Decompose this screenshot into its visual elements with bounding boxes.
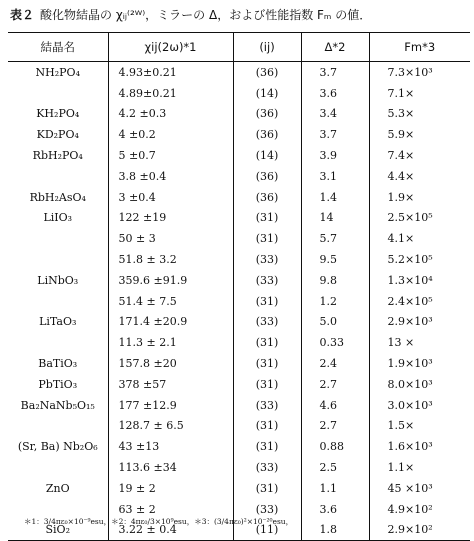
cell-crystal: PbTiO₃ bbox=[38, 377, 78, 391]
cell-chi: 51.4 ± 7.5 bbox=[108, 291, 233, 312]
table-body bbox=[8, 62, 470, 541]
cell-ij: (36) bbox=[233, 187, 301, 208]
cell-fm: 4.1× bbox=[369, 228, 470, 249]
cell-crystal bbox=[8, 228, 108, 249]
header-row bbox=[8, 33, 470, 62]
header-ij: (ij) bbox=[233, 33, 301, 62]
cell-crystal bbox=[8, 457, 108, 478]
cell-delta: 1.8 bbox=[301, 520, 369, 541]
cell-delta: 3.9 bbox=[301, 145, 369, 166]
cell-delta: 3.1 bbox=[301, 166, 369, 187]
cell-delta: 3.6 bbox=[301, 499, 369, 520]
cell-crystal: Ba₂NaNb₅O₁₅ bbox=[20, 398, 95, 412]
cell-chi: 4.2 ±0.3 bbox=[108, 104, 233, 125]
cell-delta: 2.7 bbox=[301, 416, 369, 437]
cell-chi: 113.6 ±34 bbox=[108, 457, 233, 478]
cell-crystal: ZnO bbox=[45, 481, 70, 495]
cell-delta: 2.5 bbox=[301, 457, 369, 478]
cell-fm: 7.3×10³ bbox=[369, 62, 470, 83]
cell-chi: 3 ±0.4 bbox=[108, 187, 233, 208]
cell-fm: 5.3× bbox=[369, 104, 470, 125]
cell-delta: 1.4 bbox=[301, 187, 369, 208]
cell-delta: 3.7 bbox=[301, 124, 369, 145]
cell-fm: 5.9× bbox=[369, 124, 470, 145]
table-row bbox=[8, 312, 470, 333]
cell-chi: 43 ±13 bbox=[108, 436, 233, 457]
table-row bbox=[8, 395, 470, 416]
cell-chi: 4 ±0.2 bbox=[108, 124, 233, 145]
table-number: 表２ bbox=[10, 8, 35, 22]
data-table bbox=[8, 32, 470, 541]
cell-delta: 5.0 bbox=[301, 312, 369, 333]
cell-fm: 5.2×10⁵ bbox=[369, 249, 470, 270]
cell-delta: 3.7 bbox=[301, 62, 369, 83]
cell-chi: 4.89±0.21 bbox=[108, 83, 233, 104]
cell-fm: 4.9×10² bbox=[369, 499, 470, 520]
cell-fm: 7.4× bbox=[369, 145, 470, 166]
cell-ij: (31) bbox=[233, 208, 301, 229]
cell-ij: (36) bbox=[233, 166, 301, 187]
cell-ij: (31) bbox=[233, 228, 301, 249]
table-row bbox=[8, 270, 470, 291]
cell-ij: (31) bbox=[233, 478, 301, 499]
cell-crystal bbox=[8, 332, 108, 353]
header-chi: χij(2ω)*1 bbox=[108, 33, 233, 62]
cell-crystal bbox=[8, 416, 108, 437]
cell-crystal: SiO₂ bbox=[45, 523, 70, 537]
cell-fm: 1.5× bbox=[369, 416, 470, 437]
header-delta: Δ*2 bbox=[301, 33, 369, 62]
cell-chi: 157.8 ±20 bbox=[108, 353, 233, 374]
cell-chi: 11.3 ± 2.1 bbox=[108, 332, 233, 353]
cell-fm: 3.0×10³ bbox=[369, 395, 470, 416]
cell-ij: (31) bbox=[233, 374, 301, 395]
cell-delta: 1.1 bbox=[301, 478, 369, 499]
cell-fm: 1.9×10³ bbox=[369, 353, 470, 374]
cell-chi: 128.7 ± 6.5 bbox=[108, 416, 233, 437]
cell-chi: 4.93±0.21 bbox=[108, 62, 233, 83]
cell-delta: 5.7 bbox=[301, 228, 369, 249]
cell-crystal bbox=[8, 83, 108, 104]
cell-fm: 2.5×10⁵ bbox=[369, 208, 470, 229]
cell-fm: 7.1× bbox=[369, 83, 470, 104]
cell-crystal: RbH₂AsO₄ bbox=[29, 190, 86, 204]
cell-fm: 45 ×10³ bbox=[369, 478, 470, 499]
cell-ij: (31) bbox=[233, 291, 301, 312]
cell-fm: 1.1× bbox=[369, 457, 470, 478]
cell-ij: (11) bbox=[233, 520, 301, 541]
cell-fm: 1.9× bbox=[369, 187, 470, 208]
cell-ij: (33) bbox=[233, 270, 301, 291]
table-row bbox=[8, 249, 470, 270]
cell-chi: 51.8 ± 3.2 bbox=[108, 249, 233, 270]
cell-crystal: (Sr, Ba) Nb₂O₆ bbox=[17, 440, 98, 454]
cell-chi: 122 ±19 bbox=[108, 208, 233, 229]
cell-delta: 0.88 bbox=[301, 436, 369, 457]
cell-ij: (33) bbox=[233, 457, 301, 478]
cell-chi: 50 ± 3 bbox=[108, 228, 233, 249]
table-row bbox=[8, 166, 470, 187]
cell-delta: 1.2 bbox=[301, 291, 369, 312]
cell-fm: 13 × bbox=[369, 332, 470, 353]
table-row bbox=[8, 416, 470, 437]
footnote: ＊1：3/4πε₀×10⁻⁹esu，＊2：4πε₀/3×10⁹esu，＊3：(3/4πε₀)²×10⁻²⁰esu， bbox=[24, 517, 294, 526]
cell-delta: 4.6 bbox=[301, 395, 369, 416]
table-row bbox=[8, 353, 470, 374]
table-row bbox=[8, 104, 470, 125]
cell-ij: (31) bbox=[233, 436, 301, 457]
cell-ij: (14) bbox=[233, 145, 301, 166]
cell-crystal: LiIO₃ bbox=[43, 211, 73, 225]
cell-chi: 3.8 ±0.4 bbox=[108, 166, 233, 187]
cell-ij: (36) bbox=[233, 124, 301, 145]
cell-crystal: RbH₂PO₄ bbox=[32, 149, 83, 163]
cell-crystal bbox=[8, 166, 108, 187]
cell-ij: (31) bbox=[233, 332, 301, 353]
cell-delta: 14 bbox=[301, 208, 369, 229]
cell-chi: 5 ±0.7 bbox=[108, 145, 233, 166]
cell-crystal: NH₂PO₄ bbox=[35, 65, 80, 79]
table-row bbox=[8, 187, 470, 208]
table-row bbox=[8, 124, 470, 145]
cell-chi: 3.22 ± 0.4 bbox=[108, 520, 233, 541]
cell-chi: 177 ±12.9 bbox=[108, 395, 233, 416]
cell-delta: 0.33 bbox=[301, 332, 369, 353]
cell-crystal bbox=[8, 291, 108, 312]
table-row bbox=[8, 478, 470, 499]
cell-ij: (33) bbox=[233, 249, 301, 270]
cell-fm: 8.0×10³ bbox=[369, 374, 470, 395]
cell-delta: 9.8 bbox=[301, 270, 369, 291]
cell-crystal: KD₂PO₄ bbox=[36, 128, 79, 142]
table-row bbox=[8, 83, 470, 104]
cell-fm: 4.4× bbox=[369, 166, 470, 187]
table-row bbox=[8, 208, 470, 229]
cell-crystal: LiNbO₃ bbox=[37, 273, 79, 287]
cell-ij: (33) bbox=[233, 312, 301, 333]
cell-ij: (31) bbox=[233, 353, 301, 374]
cell-fm: 2.9×10² bbox=[369, 520, 470, 541]
cell-chi: 19 ± 2 bbox=[108, 478, 233, 499]
cell-fm: 2.9×10³ bbox=[369, 312, 470, 333]
header-crystal: 結晶名 bbox=[8, 33, 108, 62]
cell-chi: 171.4 ±20.9 bbox=[108, 312, 233, 333]
cell-chi: 378 ±57 bbox=[108, 374, 233, 395]
table-row bbox=[8, 291, 470, 312]
table-caption bbox=[10, 8, 470, 22]
cell-fm: 2.4×10⁵ bbox=[369, 291, 470, 312]
cell-crystal: LiTaO₃ bbox=[39, 315, 77, 329]
cell-chi: 359.6 ±91.9 bbox=[108, 270, 233, 291]
cell-ij: (36) bbox=[233, 62, 301, 83]
cell-crystal bbox=[8, 249, 108, 270]
cell-delta: 3.6 bbox=[301, 83, 369, 104]
cell-crystal: BaTiO₃ bbox=[38, 357, 78, 371]
cell-chi: 63 ± 2 bbox=[108, 499, 233, 520]
cell-delta: 2.7 bbox=[301, 374, 369, 395]
cell-fm: 1.6×10³ bbox=[369, 436, 470, 457]
table-row bbox=[8, 436, 470, 457]
table-row bbox=[8, 457, 470, 478]
cell-ij: (31) bbox=[233, 416, 301, 437]
table-row bbox=[8, 332, 470, 353]
cell-ij: (33) bbox=[233, 499, 301, 520]
table-row bbox=[8, 228, 470, 249]
table-row bbox=[8, 145, 470, 166]
cell-fm: 1.3×10⁴ bbox=[369, 270, 470, 291]
cell-crystal: KH₂PO₄ bbox=[36, 107, 80, 121]
cell-delta: 2.4 bbox=[301, 353, 369, 374]
cell-ij: (14) bbox=[233, 83, 301, 104]
table-row bbox=[8, 374, 470, 395]
cell-ij: (36) bbox=[233, 104, 301, 125]
header-fm: Fm*3 bbox=[369, 33, 470, 62]
table-row bbox=[8, 62, 470, 83]
table-caption-text: 酸化物結晶の χᵢⱼ⁽²ᵂ⁾，ミラーの Δ，および性能指数 Fₘ の値． bbox=[40, 8, 372, 22]
cell-delta: 9.5 bbox=[301, 249, 369, 270]
cell-ij: (33) bbox=[233, 395, 301, 416]
cell-delta: 3.4 bbox=[301, 104, 369, 125]
